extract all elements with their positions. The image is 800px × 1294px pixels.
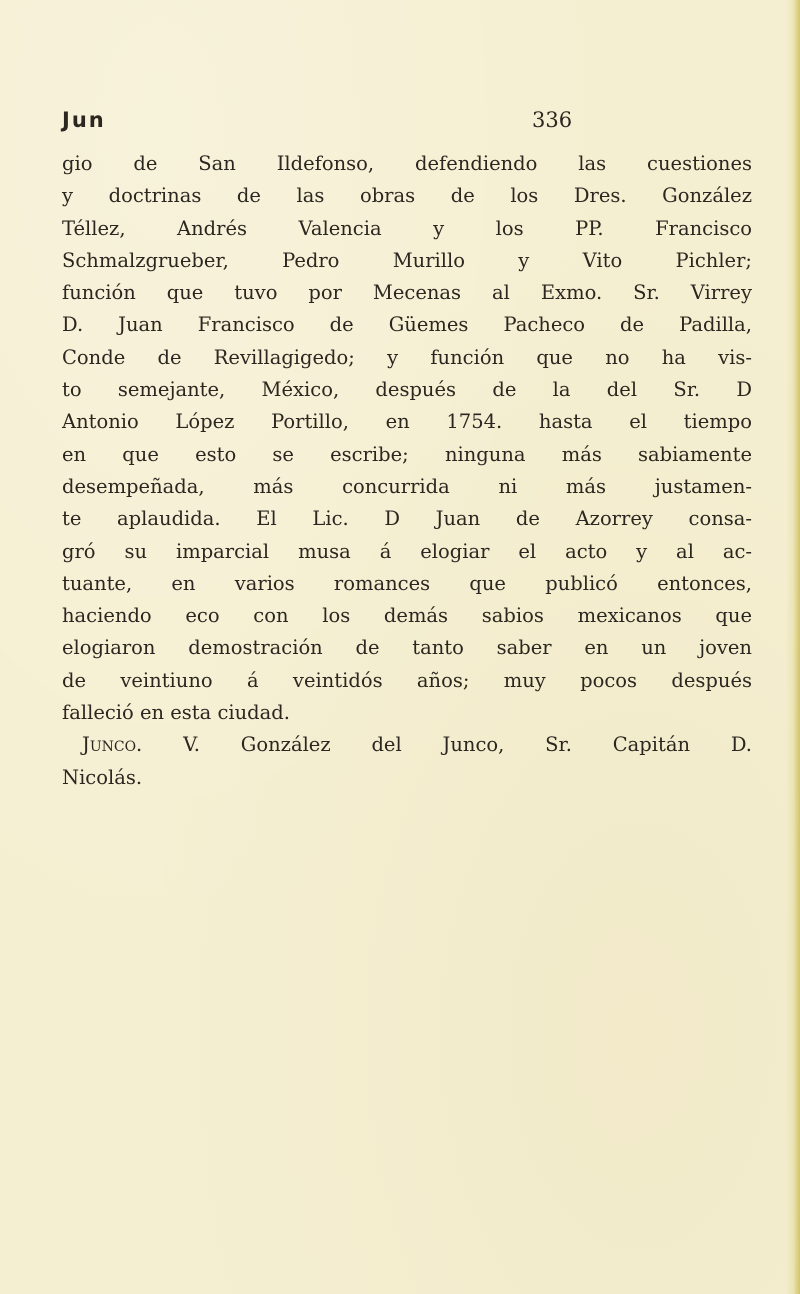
text-line: falleció en esta ciudad. [62,701,290,725]
entry-headword: Junco. [82,733,143,757]
text-line: to semejante, México, después de la del Sr. D [62,378,752,402]
running-head-word: Jun [62,108,106,132]
text-line: función que tuvo por Mecenas al Exmo. Sr. Virrey [62,281,752,305]
text-line: te aplaudida. El Lic. D Juan de Azorrey consa- [62,507,752,531]
text-line: desempeñada, más concurrida ni más justamen- [62,474,752,498]
text-line: gró su imparcial musa á elogiar el acto y al ac- [62,539,752,563]
running-head [62,108,602,138]
entry-line [62,729,752,761]
entry-line-continuation: Nicolás. [62,765,143,789]
text-line: en que esto se escribe; ninguna más sabiamente [62,442,752,466]
text-line: elogiaron demostración de tanto saber en un joven [62,636,752,660]
text-line: de veintiuno á veintidós años; muy pocos después [62,668,752,692]
text-line: y doctrinas de las obras de los Dres. González [62,184,752,208]
text-line: gio de San Ildefonso, defendiendo las cuestiones [62,152,752,175]
text-line: D. Juan Francisco de Güemes Pacheco de Padilla, [62,313,752,337]
page-edge-shadow [786,0,800,1294]
page-number: 336 [532,108,573,132]
text-line: Téllez, Andrés Valencia y los PP. Francisco [62,216,752,240]
text-line: Schmalzgrueber, Pedro Murillo y Vito Pichler; [62,248,752,272]
entry-text: V. González del Junco, Sr. Capitán D. [142,733,752,757]
body-text [62,148,752,794]
text-line: Antonio López Portillo, en 1754. hasta el tiempo [62,410,752,434]
text-line: haciendo eco con los demás sabios mexicanos que [62,604,752,628]
text-line: Conde de Revillagigedo; y función que no ha vis- [62,345,752,369]
text-line: tuante, en varios romances que publicó entonces, [62,571,752,595]
